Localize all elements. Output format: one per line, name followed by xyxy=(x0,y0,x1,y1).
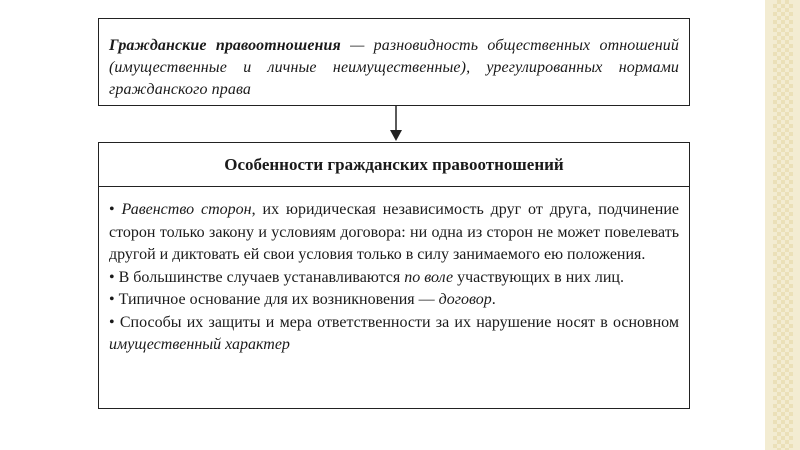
bullet-icon: • xyxy=(109,201,122,218)
features-list xyxy=(99,187,689,357)
feature-emphasis: Равенство сторон xyxy=(121,201,252,218)
definition-text: — разновидность общественных отношений (имущественные и личные неимущественные), урегулированных нормами гражданского права xyxy=(109,37,679,98)
bullet-icon: • xyxy=(109,291,119,308)
feature-emphasis: договор xyxy=(438,291,492,308)
bullet-icon: • xyxy=(109,268,119,286)
feature-emphasis: имущественный характер xyxy=(109,336,290,353)
features-title: Особенности гражданских правоотношений xyxy=(99,143,689,187)
feature-text: участвующих в них лиц. xyxy=(453,268,624,286)
arrow-down-icon xyxy=(386,106,406,142)
features-box xyxy=(98,142,690,409)
feature-text: В большинстве случаев устанавливаются xyxy=(118,268,405,286)
feature-text: Способы их защиты и мера ответственности за их нарушение носят в основном xyxy=(119,313,679,331)
definition-box xyxy=(98,18,690,106)
feature-item xyxy=(109,267,679,290)
feature-item xyxy=(109,312,679,357)
decorative-pattern xyxy=(773,0,793,450)
feature-text: , их юридическая независимость друг от друга, подчинение сторон только закону и условиям договора: ни одна из сторон не может повелевать другой и диктовать ей свои условия только в силу занимаемого ею положения. xyxy=(109,201,680,263)
definition-term: Гражданские правоотношения xyxy=(109,37,341,54)
feature-text: Типичное основание для их возникновения — xyxy=(118,291,439,308)
feature-emphasis: по воле xyxy=(404,268,454,286)
bullet-icon: • xyxy=(109,313,120,331)
decorative-side-border xyxy=(765,0,800,450)
feature-item xyxy=(109,199,679,267)
feature-item xyxy=(109,289,679,312)
feature-text: . xyxy=(491,291,496,308)
